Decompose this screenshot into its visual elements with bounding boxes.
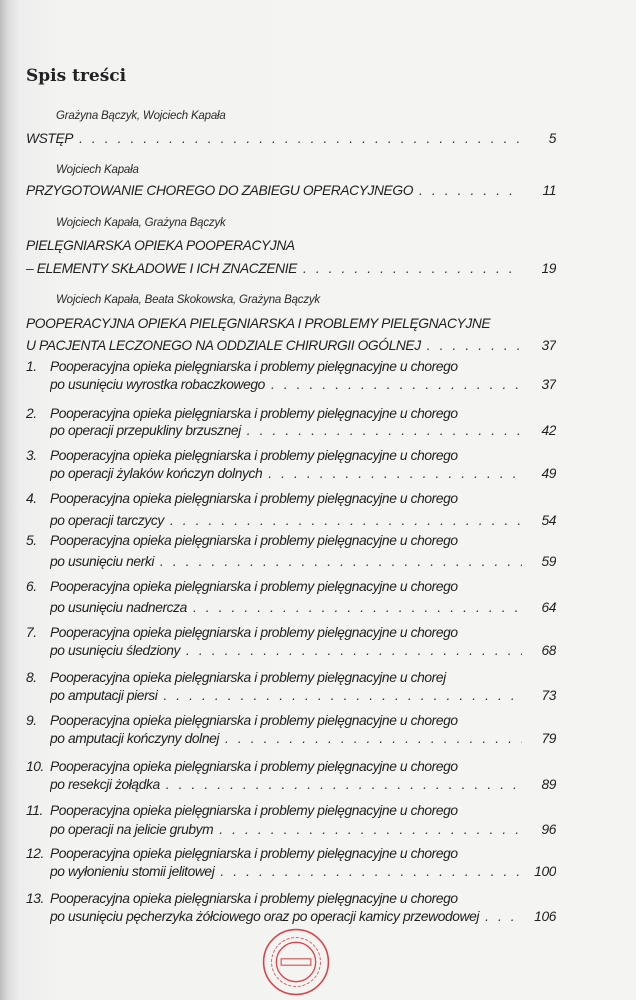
entry-title: – ELEMENTY SKŁADOWE I ICH ZNACZENIE (26, 261, 297, 276)
page-number: 106 (534, 909, 556, 924)
toc-line (26, 182, 556, 199)
toc-line (50, 687, 556, 704)
page-number: 96 (541, 822, 556, 837)
entry-title: po usunięciu wyrostka robaczkowego (50, 377, 265, 392)
entry-title: po operacji żylaków kończyn dolnych (50, 466, 263, 481)
item-number: 3. (26, 448, 37, 463)
dot-leader (268, 465, 522, 482)
toc-line (50, 863, 556, 880)
toc-line (26, 237, 556, 254)
dot-leader (186, 642, 522, 659)
dot-leader (193, 599, 522, 616)
library-stamp (262, 928, 330, 996)
item-number: 8. (26, 670, 37, 685)
dot-leader (163, 687, 522, 704)
page-title: Spis treści (26, 66, 127, 86)
entry-title: Pooperacyjna opieka pielęgniarska i problemy pielęgnacyjne u chorego (50, 759, 458, 774)
entry-title: PRZYGOTOWANIE CHOREGO DO ZABIEGU OPERACYJNEGO (26, 183, 414, 198)
page-number: 73 (541, 688, 556, 703)
dot-leader (303, 260, 522, 277)
toc-line (50, 376, 556, 393)
toc-line (26, 490, 556, 507)
entry-title: po amputacji piersi (50, 688, 158, 703)
toc-line (50, 599, 556, 616)
item-number: 1. (26, 359, 37, 374)
entry-title: Pooperacyjna opieka pielęgniarska i problemy pielęgnacyjne u chorego (50, 891, 458, 906)
entry-title: po resekcji żołądka (50, 777, 160, 792)
toc-line (26, 532, 556, 549)
dot-leader (247, 422, 522, 439)
page-number: 89 (541, 777, 556, 792)
entry-title: po amputacji kończyny dolnej (50, 731, 220, 746)
item-number: 4. (26, 491, 37, 506)
page-number: 100 (534, 864, 556, 879)
entry-title: po usunięciu nerki (50, 554, 155, 569)
section-authors: Wojciech Kapała, Grażyna Bączyk (56, 217, 226, 229)
section-authors: Grażyna Bączyk, Wojciech Kapała (56, 110, 226, 122)
page-number: 11 (542, 183, 556, 198)
item-number: 11. (26, 803, 43, 818)
entry-title: Pooperacyjna opieka pielęgniarska i problemy pielęgnacyjne u chorego (50, 491, 458, 506)
dot-leader (170, 512, 522, 529)
item-number: 6. (26, 579, 37, 594)
toc-line (50, 422, 556, 439)
page-number: 64 (541, 600, 556, 615)
entry-title: Pooperacyjna opieka pielęgniarska i problemy pielęgnacyjne u chorego (50, 803, 458, 818)
toc-line (26, 578, 556, 595)
entry-title: Pooperacyjna opieka pielęgniarska i problemy pielęgnacyjne u chorego (50, 533, 458, 548)
entry-title: po usunięciu pęcherzyka żółciowego oraz po operacji kamicy przewodowej (50, 909, 480, 924)
toc-line (26, 845, 556, 862)
toc-line (26, 712, 556, 729)
entry-title: Pooperacyjna opieka pielęgniarska i problemy pielęgnacyjne u chorego (50, 625, 458, 640)
entry-title: po operacji tarczycy (50, 513, 164, 528)
item-number: 13. (26, 891, 44, 906)
toc-line (26, 624, 556, 641)
entry-title: U PACJENTA LECZONEGO NA ODDZIALE CHIRURGII OGÓLNEJ (26, 338, 421, 353)
page-number: 19 (541, 261, 556, 276)
toc-line (26, 669, 556, 686)
dot-leader (419, 182, 522, 199)
entry-title: Pooperacyjna opieka pielęgniarska i problemy pielęgnacyjne u chorej (50, 670, 446, 685)
toc-line (26, 337, 556, 354)
toc-line (50, 553, 556, 570)
page-number: 37 (541, 338, 556, 353)
page-number: 68 (541, 643, 556, 658)
entry-title: Pooperacyjna opieka pielęgniarska i problemy pielęgnacyjne u chorego (50, 359, 458, 374)
entry-title: Pooperacyjna opieka pielęgniarska i problemy pielęgnacyjne u chorego (50, 846, 458, 861)
entry-title: POOPERACYJNA OPIEKA PIELĘGNIARSKA I PROBLEMY PIELĘGNACYJNE (26, 316, 491, 331)
toc-line (26, 802, 556, 819)
item-number: 2. (26, 406, 37, 421)
page-number: 5 (548, 131, 556, 146)
toc-line (26, 447, 556, 464)
page-number: 79 (541, 731, 556, 746)
toc-line (50, 821, 556, 838)
entry-title: Pooperacyjna opieka pielęgniarska i problemy pielęgnacyjne u chorego (50, 579, 458, 594)
section-authors: Wojciech Kapała (56, 164, 139, 176)
entry-title: po usunięciu nadnercza (50, 600, 187, 615)
entry-title: Pooperacyjna opieka pielęgniarska i problemy pielęgnacyjne u chorego (50, 448, 458, 463)
entry-title: po usunięciu śledziony (50, 643, 181, 658)
page-number: 59 (541, 554, 556, 569)
toc-line (50, 465, 556, 482)
dot-leader (485, 908, 522, 925)
item-number: 9. (26, 713, 37, 728)
dot-leader (166, 776, 522, 793)
page-number: 37 (541, 377, 556, 392)
toc-line (26, 315, 556, 332)
dot-leader (427, 337, 522, 354)
item-number: 10. (26, 759, 44, 774)
entry-title: po operacji na jelicie grubym (50, 822, 214, 837)
toc-line (26, 260, 556, 277)
entry-title: PIELĘGNIARSKA OPIEKA POOPERACYJNA (26, 238, 295, 253)
dot-leader (220, 863, 522, 880)
entry-title: Pooperacyjna opieka pielęgniarska i problemy pielęgnacyjne u chorego (50, 713, 458, 728)
toc-line (50, 908, 556, 925)
item-number: 5. (26, 533, 37, 548)
toc-line (26, 358, 556, 375)
dot-leader (225, 730, 522, 747)
item-number: 7. (26, 625, 37, 640)
toc-line (50, 642, 556, 659)
dot-leader (271, 376, 522, 393)
toc-line (26, 758, 556, 775)
toc-line (26, 405, 556, 422)
entry-title: Pooperacyjna opieka pielęgniarska i problemy pielęgnacyjne u chorego (50, 406, 458, 421)
toc-line (50, 730, 556, 747)
entry-title: po wyłonieniu stomii jelitowej (50, 864, 215, 879)
toc-line (26, 130, 556, 147)
entry-title: WSTĘP (26, 131, 74, 146)
toc-line (26, 890, 556, 907)
page-number: 49 (541, 466, 556, 481)
dot-leader (219, 821, 522, 838)
page-number: 42 (541, 423, 556, 438)
dot-leader (79, 130, 522, 147)
entry-title: po operacji przepukliny brzusznej (50, 423, 241, 438)
toc-line (50, 776, 556, 793)
section-authors: Wojciech Kapała, Beata Skokowska, Grażyna Bączyk (56, 294, 320, 306)
toc-line (50, 512, 556, 529)
dot-leader (160, 553, 522, 570)
item-number: 12. (26, 846, 44, 861)
page-number: 54 (541, 513, 556, 528)
